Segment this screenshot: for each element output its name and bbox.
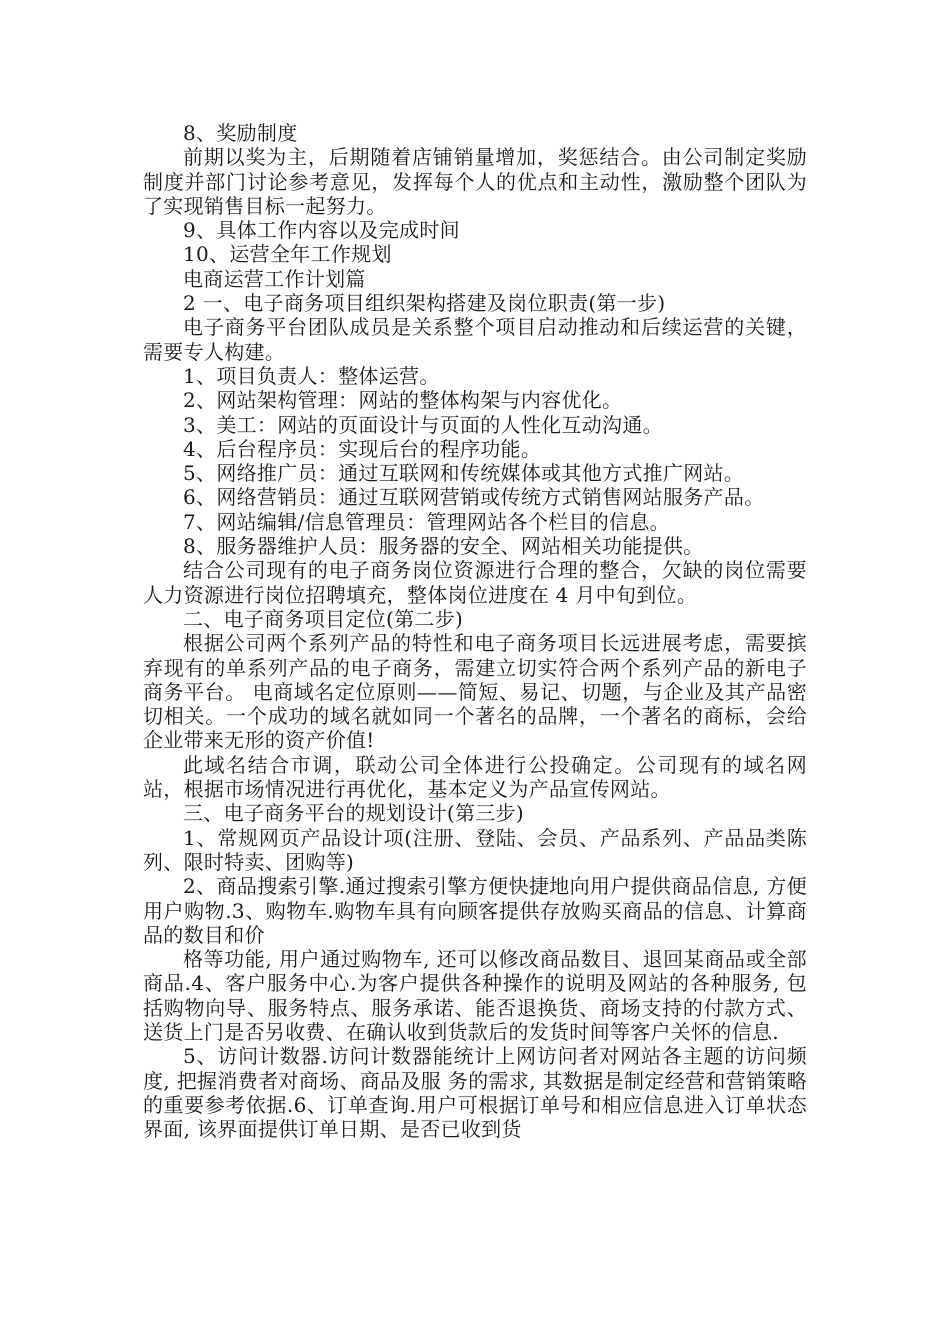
paragraph: 1、项目负责人：整体运营。: [183, 363, 440, 388]
paragraph: 2、商品搜索引擎.通过搜索引擎方便快捷地向用户提供商品信息, 方便用户购物.3、购物车.购物车具有向顾客提供存放购买商品的信息、计算商品的数目和价: [143, 874, 807, 947]
paragraph: 此域名结合市调，联动公司全体进行公投确定。公司现有的域名网站，根据市场情况进行再优化，基本定义为产品宣传网站。: [143, 752, 807, 802]
paragraph: 6、网络营销员：通过互联网营销或传统方式销售网站服务产品。: [183, 485, 765, 510]
paragraph: 2、网站架构管理：网站的整体构架与内容优化。: [183, 388, 623, 413]
paragraph: 前期以奖为主，后期随着店铺销量增加，奖惩结合。由公司制定奖励制度并部门讨论参考意见，发挥每个人的优点和主动性，激励整个团队为了实现销售目标一起努力。: [143, 145, 807, 218]
paragraph: 电商运营工作计划篇: [183, 266, 366, 291]
paragraph: 5、访问计数器.访问计数器能统计上网访问者对网站各主题的访问频度, 把握消费者对商场、商品及服 务的需求, 其数据是制定经营和营销策略的重要参考依据.6、订单查询.用户可根据订单号和相应信息进入订单状态界面, 该界面提供订单日期、是否已收到货: [143, 1044, 807, 1142]
paragraph: 电子商务平台团队成员是关系整个项目启动推动和后续运营的关键，需要专人构建。: [143, 315, 807, 364]
paragraph: 三、电子商务平台的规划设计(第三步): [183, 801, 525, 826]
paragraph: 5、网络推广员：通过互联网和传统媒体或其他方式推广网站。: [183, 461, 745, 486]
paragraph: 结合公司现有的电子商务岗位资源进行合理的整合，欠缺的岗位需要人力资源进行岗位招聘填充，整体岗位进度在 4 月中旬到位。: [143, 558, 807, 607]
paragraph: 1、常规网页产品设计项(注册、登陆、会员、产品系列、产品品类陈列、限时特卖、团购等): [143, 825, 807, 874]
paragraph: 2 一、电子商务项目组织架构搭建及岗位职责(第一步): [183, 291, 666, 316]
paragraph: 3、美工：网站的页面设计与页面的人性化互动沟通。: [183, 412, 663, 437]
paragraph: 8、服务器维护人员：服务器的安全、网站相关功能提供。: [183, 534, 704, 559]
paragraph: 二、电子商务项目定位(第二步): [183, 606, 464, 631]
paragraph: 10、运营全年工作规划: [183, 242, 392, 267]
document-body: [143, 121, 807, 1141]
paragraph: 格等功能, 用户通过购物车, 还可以修改商品数目、退回某商品或全部商品.4、客户服务中心.为客户提供各种操作的说明及网站的各种服务, 包括购物向导、服务特点、服务承诺、能否退换货、商场支持的付款方式、送货上门是否另收费、在确认收到货款后的发货时间等客户关怀的信息.: [143, 947, 807, 1044]
paragraph: 8、奖励制度: [183, 121, 298, 145]
paragraph: 4、后台程序员：实现后台的程序功能。: [183, 436, 542, 461]
paragraph: 9、具体工作内容以及完成时间: [183, 218, 460, 243]
paragraph: 7、网站编辑/信息管理员：管理网站各个栏目的信息。: [183, 509, 670, 534]
paragraph: 根据公司两个系列产品的特性和电子商务项目长远进展考虑，需要摈弃现有的单系列产品的电子商务，需建立切实符合两个系列产品的新电子商务平台。 电商域名定位原则——简短、易记、切题，与企业及其产品密切相关。一个成功的域名就如同一个著名的品牌，一个著名的商标，会给企业带来无形的资产价值!: [143, 631, 807, 753]
